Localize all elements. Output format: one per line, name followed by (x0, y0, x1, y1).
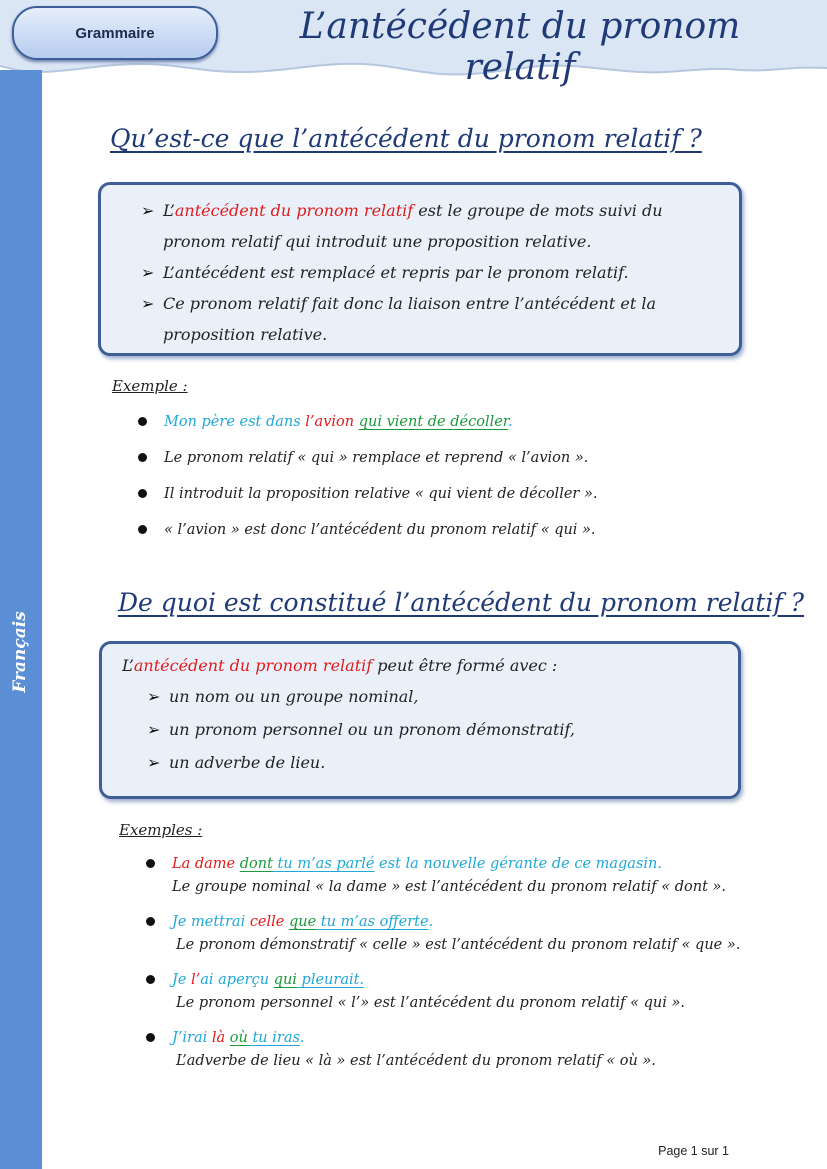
sidebar-band (0, 70, 42, 1169)
bullet-dot-icon (146, 917, 155, 926)
arrow-bullet-icon: ➢ (147, 687, 161, 706)
list-item: Il introduit la proposition relative « qui vient de décoller ». (137, 486, 777, 502)
list-item: Le pronom relatif « qui » remplace et reprend « l’avion ». (137, 450, 777, 466)
composition-item-3: ➢ un adverbe de lieu. (122, 746, 718, 779)
page-title: L’antécédent du pronom relatif (299, 6, 741, 88)
list-item: La dame dont tu m’as parlé est la nouvelle gérante de ce magasin. Le groupe nominal « la dame » est l’antécédent du pronom relatif « dont ». (145, 856, 805, 895)
bullet-dot-icon (138, 417, 147, 426)
composition-intro: L’antécédent du pronom relatif peut être formé avec : (122, 656, 558, 675)
sidebar-subject-label: Français (10, 611, 30, 693)
composition-item-2: ➢ un pronom personnel ou un pronom démonstratif, (122, 713, 718, 746)
list-item: « l’avion » est donc l’antécédent du pronom relatif « qui ». (137, 522, 777, 538)
section2-heading: De quoi est constitué l’antécédent du pronom relatif ? (118, 588, 805, 617)
bullet-dot-icon (138, 453, 147, 462)
bullet-dot-icon (138, 489, 147, 498)
bullet-dot-icon (146, 1033, 155, 1042)
example-label: Exemple : (112, 377, 188, 395)
arrow-bullet-icon: ➢ (141, 201, 155, 220)
definition-point-1: ➢ L’antécédent du pronom relatif est le groupe de mots suivi du pronom relatif qui introduit une proposition relative. (141, 195, 709, 257)
arrow-bullet-icon: ➢ (147, 753, 161, 772)
definition-point-3: ➢ Ce pronom relatif fait donc la liaison entre l’antécédent et la proposition relative. (141, 288, 709, 350)
list-item: J’irai là où tu iras. L’adverbe de lieu « là » est l’antécédent du pronom relatif « où ». (145, 1030, 805, 1069)
definition-point-2: ➢ L’antécédent est remplacé et repris par le pronom relatif. (141, 257, 709, 288)
definition-box (98, 182, 742, 356)
composition-box (99, 641, 741, 799)
example-list (137, 414, 777, 538)
page-number: Page 1 sur 1 (658, 1144, 729, 1158)
bullet-dot-icon (138, 525, 147, 534)
arrow-bullet-icon: ➢ (141, 263, 155, 282)
arrow-bullet-icon: ➢ (141, 294, 155, 313)
section1-heading: Qu’est-ce que l’antécédent du pronom relatif ? (110, 124, 702, 153)
bullet-dot-icon (146, 859, 155, 868)
list-item: Je mettrai celle que tu m’as offerte. Le pronom démonstratif « celle » est l’antécédent du pronom relatif « que ». (145, 914, 805, 953)
composition-item-1: ➢ un nom ou un groupe nominal, (122, 680, 718, 713)
list-item: Je l’ai aperçu qui pleurait. Le pronom personnel « l’» est l’antécédent du pronom relatif « qui ». (145, 972, 805, 1011)
examples-list (145, 856, 805, 1069)
category-badge: Grammaire (12, 6, 218, 60)
arrow-bullet-icon: ➢ (147, 720, 161, 739)
examples-label: Exemples : (119, 821, 203, 839)
bullet-dot-icon (146, 975, 155, 984)
list-item: Mon père est dans l’avion qui vient de décoller. (137, 414, 777, 430)
